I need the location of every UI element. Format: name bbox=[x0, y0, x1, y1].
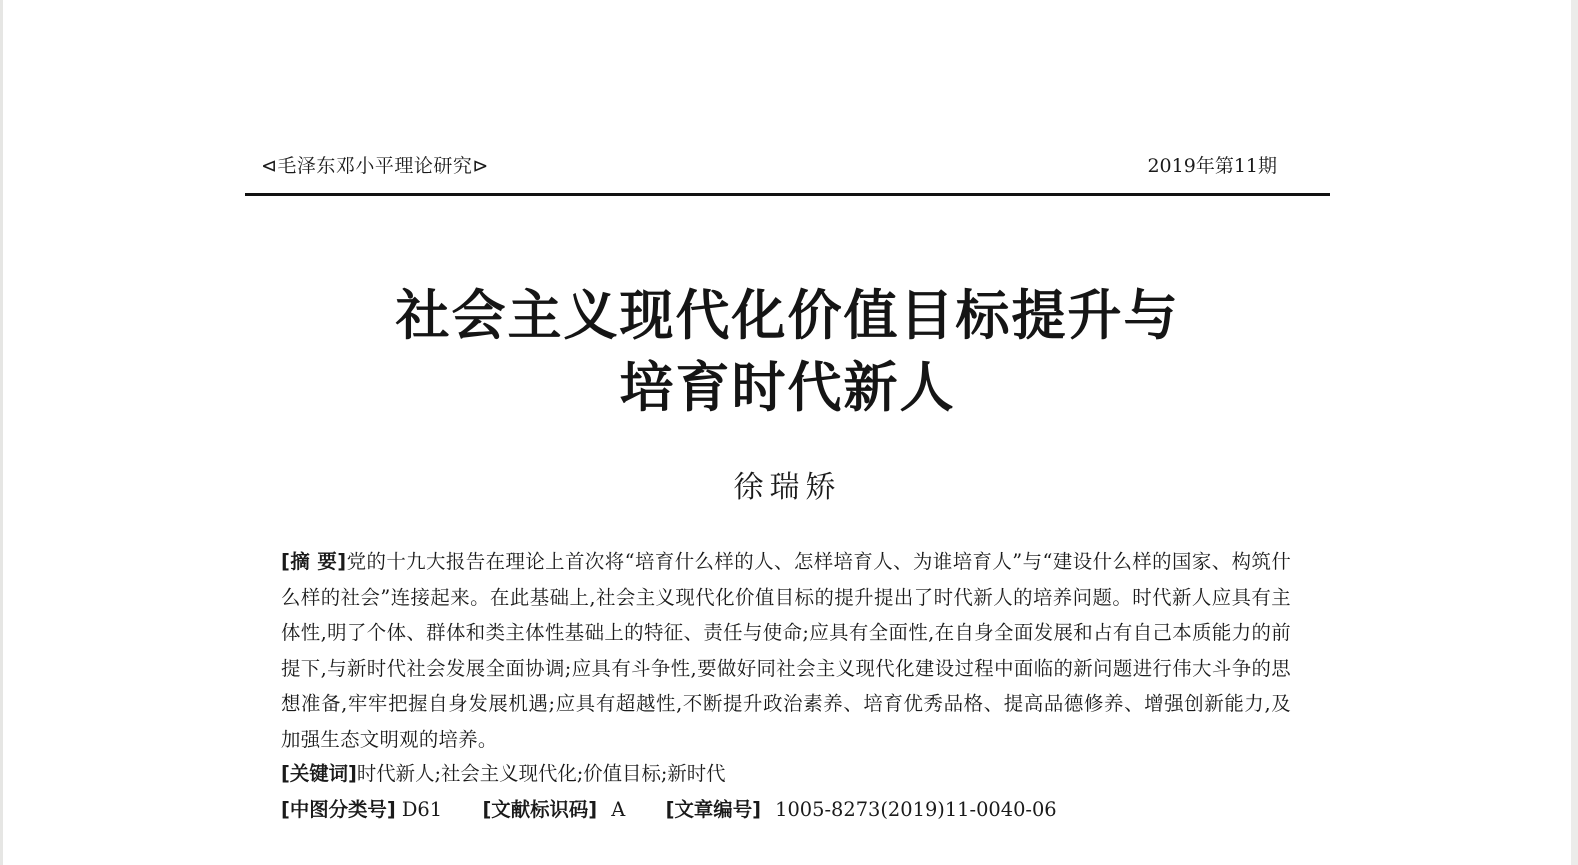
keywords-text: 时代新人;社会主义现代化;价值目标;新时代 bbox=[356, 762, 726, 785]
abstract-text: 党的十九大报告在理论上首次将“培育什么样的人、怎样培育人、为谁培育人”与“建设什么样的国家、构筑什么样的社会”连接起来。在此基础上,社会主义现代化价值目标的提升提出了时代新人的培养问题。时代新人应具有主体性,明了个体、群体和类主体性基础上的特征、责任与使命;应具有全面性,在自身全面发展和占有自己本质能力的前提下,与新时代社会发展全面协调;应具有斗争性,要做好同社会主义现代化建设过程中面临的新问题进行伟大斗争的思想准备,牢牢把握自身发展机遇;应具有超越性,不断提升政治素养、培育优秀品格、提高品德修养、增强创新能力,及加强生态文明观的培养。 bbox=[281, 550, 1292, 751]
doc-code-label: [文献标识码] bbox=[482, 798, 598, 821]
keywords-label: [关键词] bbox=[281, 762, 357, 785]
article-number-label: [文章编号] bbox=[665, 798, 761, 821]
article-title bbox=[245, 280, 1330, 424]
title-line-2: 培育时代新人 bbox=[619, 356, 956, 419]
issue-label: 2019年第11期 bbox=[1147, 155, 1277, 177]
author-name: 徐瑞矫 bbox=[733, 470, 842, 505]
header-rule bbox=[245, 193, 1330, 196]
clc-label: [中图分类号] bbox=[281, 798, 396, 821]
abstract-label: [摘 要] bbox=[281, 550, 347, 573]
classification-line bbox=[281, 794, 1057, 822]
clc-value: D61 bbox=[401, 798, 443, 821]
abstract bbox=[281, 544, 1291, 757]
journal-name: ⊲毛泽东邓小平理论研究⊳ bbox=[261, 155, 489, 177]
article-number-value: 1005-8273(2019)11-0040-06 bbox=[775, 798, 1057, 821]
title-line-1: 社会主义现代化价值目标提升与 bbox=[395, 284, 1180, 347]
keywords bbox=[281, 758, 726, 786]
doc-code-value: A bbox=[611, 798, 626, 821]
